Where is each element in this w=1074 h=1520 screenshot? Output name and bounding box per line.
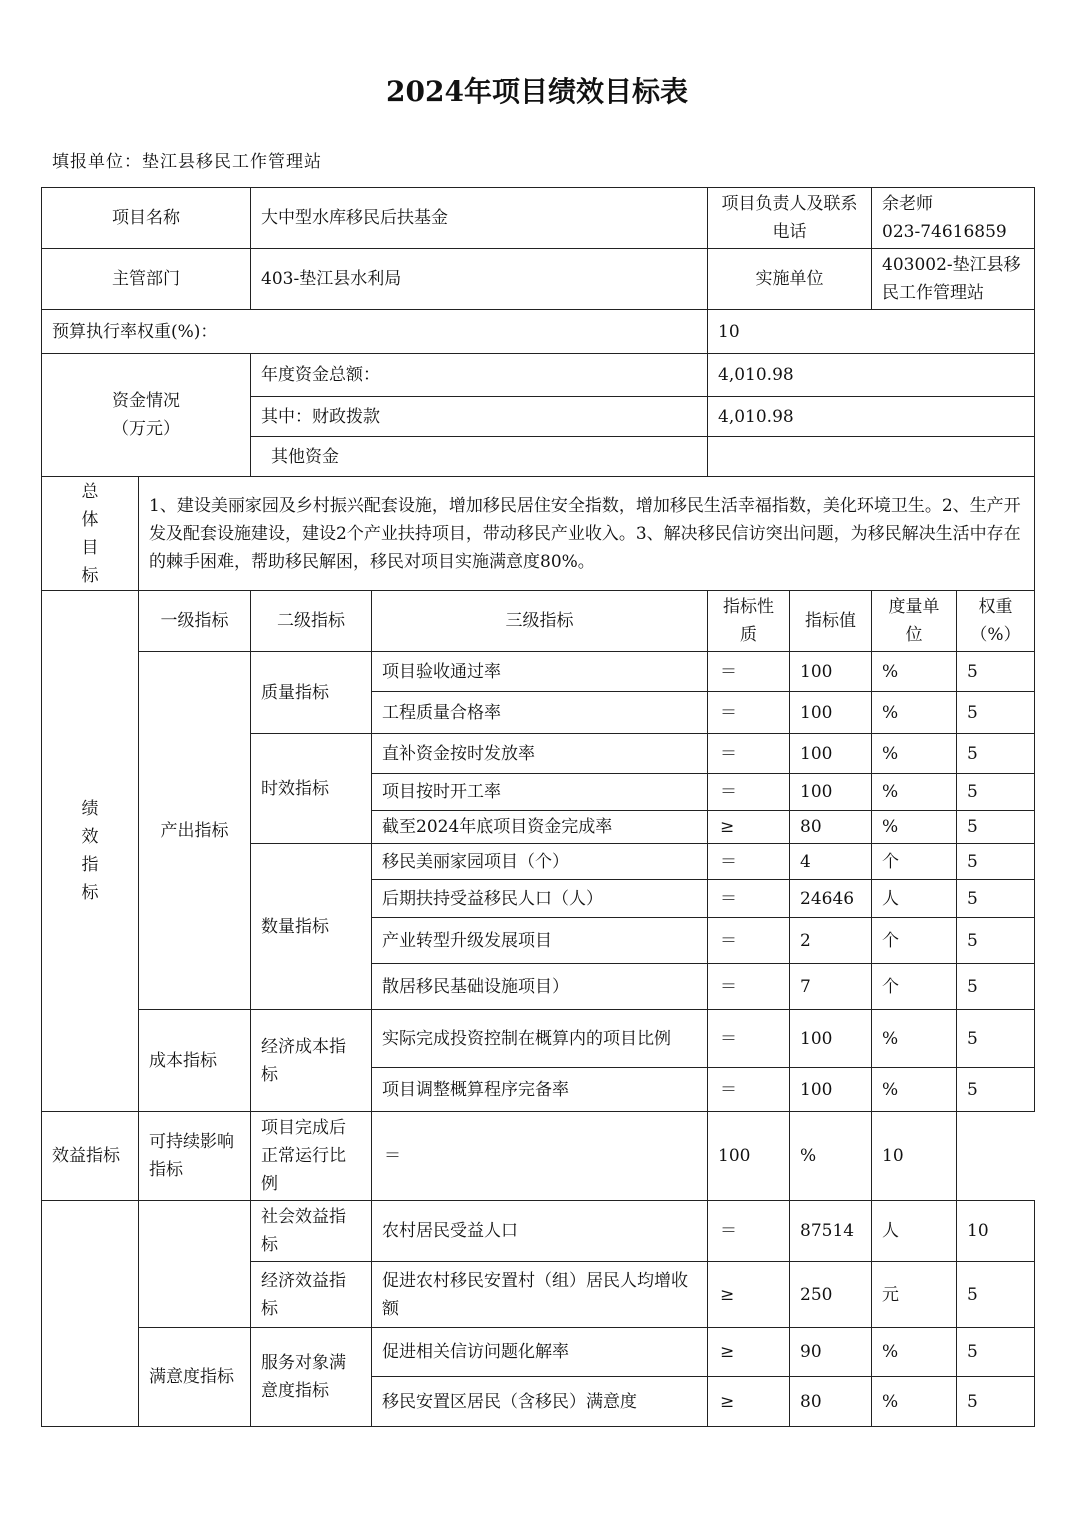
- indicator-name: 散居移民基础设施项目）: [372, 964, 708, 1010]
- table-row: [42, 1328, 1035, 1377]
- indicator-header-row: [42, 591, 1035, 652]
- overall-goal-label: 总体目标: [42, 477, 139, 591]
- funds-total-value: 4,010.98: [708, 354, 1035, 397]
- indicator-name: 移民美丽家园项目（个）: [372, 844, 708, 880]
- indicator-value: 100: [708, 1112, 790, 1201]
- header-level2: 二级指标: [251, 591, 372, 652]
- indicator-name: 直补资金按时发放率: [372, 734, 708, 774]
- manager-name: 余老师: [882, 194, 933, 214]
- indicator-unit: %: [872, 1377, 957, 1427]
- manager-label: 项目负责人及联系电话: [708, 188, 872, 249]
- indicator-value: 80: [790, 1377, 872, 1427]
- indicator-weight: 10: [957, 1201, 1035, 1262]
- indicator-weight: 5: [957, 1010, 1035, 1068]
- level1-benefit-continued: [139, 1201, 251, 1328]
- indicator-unit: 个: [872, 844, 957, 880]
- indicator-name: 项目调整概算程序完备率: [372, 1068, 708, 1112]
- indicator-name: 项目验收通过率: [372, 652, 708, 692]
- indicator-weight: 5: [957, 1328, 1035, 1377]
- indicator-weight: 5: [957, 734, 1035, 774]
- indicator-value: 24646: [790, 880, 872, 918]
- indicator-unit: %: [790, 1112, 872, 1201]
- indicator-name: 促进相关信访问题化解率: [372, 1328, 708, 1377]
- project-name-label: 项目名称: [42, 188, 251, 249]
- indicator-value: 250: [790, 1262, 872, 1328]
- indicator-op: ≥: [708, 811, 790, 844]
- indicator-section-label: 绩效指标: [42, 591, 139, 1112]
- filler-unit-line: [52, 147, 322, 172]
- funds-fiscal-label: 其中：财政拨款: [251, 397, 708, 437]
- indicator-op: ＝: [708, 918, 790, 964]
- indicator-unit: 人: [872, 1201, 957, 1262]
- indicator-weight: 5: [957, 652, 1035, 692]
- indicator-unit: %: [872, 774, 957, 811]
- level2-quantity: 数量指标: [251, 844, 372, 1010]
- indicator-weight: 5: [957, 844, 1035, 880]
- indicator-weight: 10: [872, 1112, 957, 1201]
- header-level1: 一级指标: [139, 591, 251, 652]
- indicator-unit: %: [872, 734, 957, 774]
- indicator-name: 实际完成投资控制在概算内的项目比例: [372, 1010, 708, 1068]
- budget-rate-value: 10: [708, 310, 1035, 354]
- indicator-value: 100: [790, 734, 872, 774]
- indicator-name: 项目按时开工率: [372, 774, 708, 811]
- indicator-name: 截至2024年底项目资金完成率: [372, 811, 708, 844]
- header-weight: 权重（%）: [957, 591, 1035, 652]
- indicator-op: ＝: [708, 844, 790, 880]
- manager-cell: [872, 188, 1035, 249]
- indicator-section-continued: [42, 1201, 139, 1427]
- indicator-value: 7: [790, 964, 872, 1010]
- header-value: 指标值: [790, 591, 872, 652]
- page-title: 2024年项目绩效目标表: [386, 75, 688, 108]
- indicator-name: 项目完成后正常运行比例: [251, 1112, 372, 1201]
- level2-sustainable: 可持续影响指标: [139, 1112, 251, 1201]
- budget-rate-row: [42, 310, 1035, 354]
- indicator-unit: 个: [872, 918, 957, 964]
- indicator-value: 90: [790, 1328, 872, 1377]
- funds-total-label: 年度资金总额：: [251, 354, 708, 397]
- indicator-weight: 5: [957, 1377, 1035, 1427]
- indicator-name: 工程质量合格率: [372, 692, 708, 734]
- level2-economic-cost: 经济成本指标: [251, 1010, 372, 1112]
- indicator-op: ＝: [372, 1112, 708, 1201]
- header-level3: 三级指标: [372, 591, 708, 652]
- level1-benefit: 效益指标: [42, 1112, 139, 1201]
- indicator-op: ＝: [708, 692, 790, 734]
- dept-value: 403-垫江县水利局: [251, 249, 708, 310]
- table-row: [42, 1201, 1035, 1262]
- manager-phone: 023-74616859: [882, 222, 1007, 242]
- indicator-value: 100: [790, 692, 872, 734]
- indicator-op: ＝: [708, 1068, 790, 1112]
- indicator-name: 促进农村移民安置村（组）居民人均增收额: [372, 1262, 708, 1328]
- overall-goal-text: 1、建设美丽家园及乡村振兴配套设施，增加移民居住安全指数，增加移民生活幸福指数，美化环境卫生。2、生产开发及配套设施建设，建设2个产业扶持项目，带动移民产业收入。3、解决移民信访突出问题，为移民解决生活中存在的棘手困难，帮助移民解困，移民对项目实施满意度80%。: [139, 477, 1035, 591]
- indicator-unit: 人: [872, 880, 957, 918]
- indicator-unit: %: [872, 652, 957, 692]
- level1-cost: 成本指标: [139, 1010, 251, 1112]
- level2-social: 社会效益指标: [251, 1201, 372, 1262]
- level2-timeliness: 时效指标: [251, 734, 372, 844]
- indicator-op: ＝: [708, 1201, 790, 1262]
- project-name-row: [42, 188, 1035, 249]
- indicator-op: ≥: [708, 1262, 790, 1328]
- level2-economic-benefit: 经济效益指标: [251, 1262, 372, 1328]
- indicator-value: 80: [790, 811, 872, 844]
- table-row: [42, 1112, 1035, 1201]
- funds-total-row: [42, 354, 1035, 397]
- header-unit: 度量单位: [872, 591, 957, 652]
- indicator-weight: 5: [957, 811, 1035, 844]
- table-row: [42, 652, 1035, 692]
- indicator-op: ＝: [708, 964, 790, 1010]
- indicator-weight: 5: [957, 692, 1035, 734]
- indicator-value: 100: [790, 1068, 872, 1112]
- project-name-value: 大中型水库移民后扶基金: [251, 188, 708, 249]
- header-nature: 指标性质: [708, 591, 790, 652]
- indicator-op: ≥: [708, 1328, 790, 1377]
- level2-quality: 质量指标: [251, 652, 372, 734]
- indicator-name: 移民安置区居民（含移民）满意度: [372, 1377, 708, 1427]
- indicator-op: ≥: [708, 1377, 790, 1427]
- table-row: [42, 1010, 1035, 1068]
- indicator-value: 100: [790, 774, 872, 811]
- indicator-weight: 5: [957, 1068, 1035, 1112]
- indicator-weight: 5: [957, 880, 1035, 918]
- overall-goal-row: [42, 477, 1035, 591]
- indicator-value: 4: [790, 844, 872, 880]
- indicator-unit: 元: [872, 1262, 957, 1328]
- indicator-unit: %: [872, 1068, 957, 1112]
- indicator-weight: 5: [957, 918, 1035, 964]
- indicator-unit: %: [872, 811, 957, 844]
- filler-label: 填报单位：: [52, 152, 142, 172]
- funds-fiscal-value: 4,010.98: [708, 397, 1035, 437]
- level2-service: 服务对象满意度指标: [251, 1328, 372, 1427]
- indicator-value: 87514: [790, 1201, 872, 1262]
- funds-other-label: 其他资金: [251, 437, 708, 477]
- indicator-weight: 5: [957, 964, 1035, 1010]
- indicator-weight: 5: [957, 774, 1035, 811]
- dept-label: 主管部门: [42, 249, 251, 310]
- dept-row: [42, 249, 1035, 310]
- impl-value: 403002-垫江县移民工作管理站: [872, 249, 1035, 310]
- indicator-name: 产业转型升级发展项目: [372, 918, 708, 964]
- funds-other-value: [708, 437, 1035, 477]
- filler-value: 垫江县移民工作管理站: [142, 152, 322, 172]
- indicator-op: ＝: [708, 734, 790, 774]
- budget-rate-label: 预算执行率权重(%)：: [42, 310, 708, 354]
- indicator-unit: %: [872, 1328, 957, 1377]
- indicator-unit: 个: [872, 964, 957, 1010]
- level1-output: 产出指标: [139, 652, 251, 1010]
- indicator-op: ＝: [708, 652, 790, 692]
- indicator-value: 100: [790, 1010, 872, 1068]
- indicator-name: 后期扶持受益移民人口（人）: [372, 880, 708, 918]
- indicator-unit: %: [872, 1010, 957, 1068]
- indicator-value: 100: [790, 652, 872, 692]
- indicator-weight: 5: [957, 1262, 1035, 1328]
- indicator-op: ＝: [708, 880, 790, 918]
- indicator-op: ＝: [708, 774, 790, 811]
- indicator-value: 2: [790, 918, 872, 964]
- funds-label: 资金情况（万元）: [42, 354, 251, 477]
- performance-table: [41, 187, 1035, 1427]
- indicator-unit: %: [872, 692, 957, 734]
- impl-label: 实施单位: [708, 249, 872, 310]
- level1-satisfaction: 满意度指标: [139, 1328, 251, 1427]
- indicator-name: 农村居民受益人口: [372, 1201, 708, 1262]
- indicator-op: ＝: [708, 1010, 790, 1068]
